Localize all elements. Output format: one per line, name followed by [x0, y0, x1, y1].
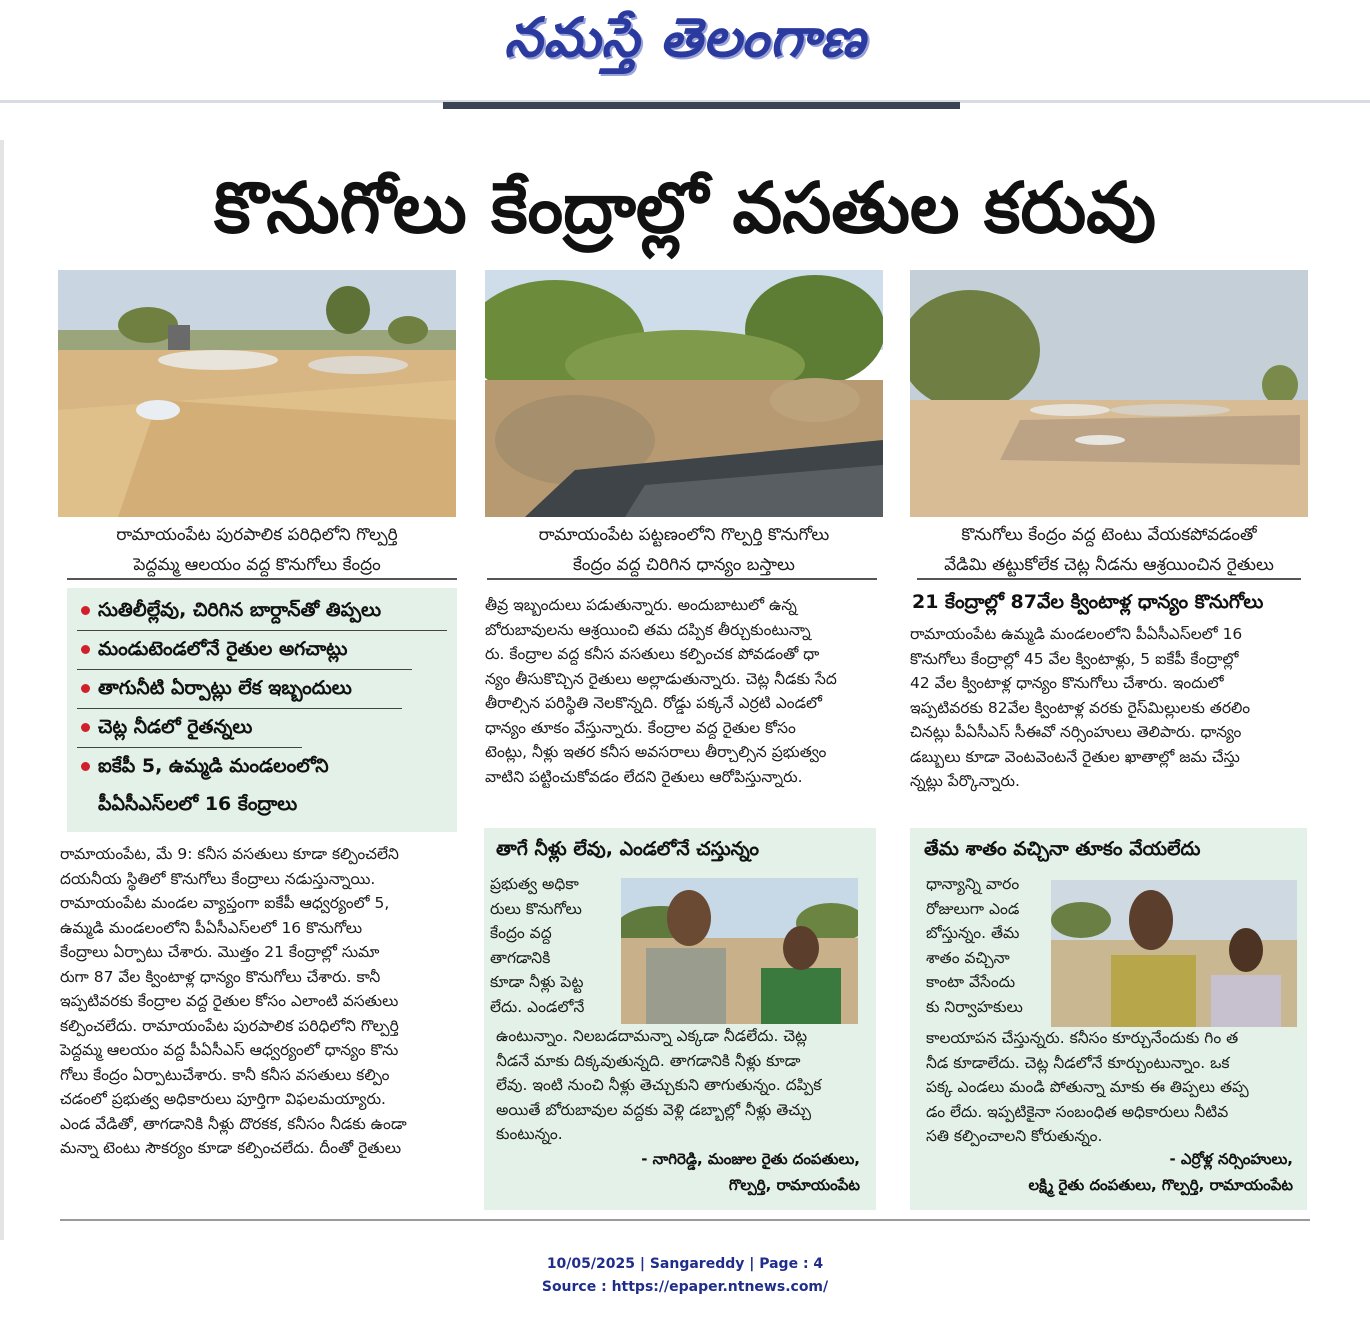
quote-line: ఉంటున్నాం. నిలబడదామన్నా ఎక్కడా నీడలేదు. చెట్ల [496, 1027, 808, 1045]
credit-line: - ఎర్రోళ్ల నర్సింహులు, [1169, 1150, 1293, 1168]
article-line: ధాన్యం తూకం వేస్తున్నారు. కేంద్రాల వద్ద రైతుల కోసం [485, 718, 796, 737]
quote-line: లేదు. ఎండలోనే [490, 997, 585, 1016]
article-line: ఎండ వేడితో, తాగడానికి నీళ్లు దొరకక, కనీసం నీడకు ఉండా [60, 1114, 407, 1133]
article-line: రుగా 87 వేల క్వింటాళ్ల ధాన్యం కొనుగోలు చేశారు. కానీ [60, 967, 381, 986]
article-line: వాటిని పట్టించుకోవడం లేదని రైతులు ఆరోపిస్తున్నారు. [485, 767, 803, 786]
quote-box-text [926, 1026, 1296, 1149]
photo-farmer-couple-2 [1051, 880, 1297, 1027]
quote-line: ధాన్యాన్ని వారం [926, 875, 1020, 893]
caption-line: పెద్దమ్మ ఆలయం వద్ద కొనుగోలు కేంద్రం [133, 555, 381, 575]
article-line: రామాయంపేట మండల వ్యాప్తంగా ఐకేపీ ఆధ్వర్యంలో 5, [60, 894, 390, 912]
quote-line: తాగడానికి [490, 948, 551, 967]
article-line: రామాయంపేట, మే 9: కనీస వసతులు కూడా కల్పించలేని [60, 845, 399, 863]
article-line: ఉమ్మడి మండలంలోని పీఏసీఎస్‌లలో 16 కొనుగోలు [60, 918, 363, 937]
article-line: కొనుగోలు కేంద్రాల్లో 45 వేల క్వింటాళ్లు, 5 ఐకేపీ కేంద్రాల్లో [910, 649, 1239, 668]
photo-open-ground [910, 270, 1308, 517]
quote-line: లేవు. ఇంటి నుంచి నీళ్లు తెచ్చుకుని తాగుతున్నం. దప్పిక [496, 1076, 822, 1094]
bullet-icon [81, 606, 90, 615]
article-line: ఇప్పటివరకు 82వేల క్వింటాళ్ల వరకు రైస్‌మిల్లులకు తరలిం [910, 698, 1251, 717]
highlights-box [67, 588, 457, 832]
quote-line: అయితే బోరుబావుల వద్దకు వెళ్లి డబ్బాల్లో నీళ్లు తెచ్చు [496, 1100, 812, 1119]
footer-date-line: 10/05/2025 | Sangareddy | Page : 4 [546, 1256, 824, 1272]
quote-line: నీడ కూడాలేదు. చెట్ల నీడలోనే కూర్చుంటున్నాం. ఒక [926, 1053, 1230, 1072]
quote-box-narrow-text [926, 872, 1071, 1019]
article-line: న్యం తీసుకొచ్చిన రైతులు అల్లాడుతున్నారు. చెట్ల నీడకు సేద [485, 669, 837, 688]
quote-box-credit [940, 1146, 1293, 1198]
highlight-text: పీఏసీఎస్‌లలో 16 కేంద్రాలు [98, 793, 298, 815]
article-line: రు. కేంద్రాల వద్ద కనీస వసతులు కల్పించక పోవడంతో ధా [485, 645, 820, 663]
quote-line: కు నిర్వాహకులు [926, 997, 1023, 1016]
caption-line: కేంద్రం వద్ద చిరిగిన ధాన్యం బస్తాలు [573, 555, 795, 575]
article-line: గోలు కేంద్రం ఏర్పాటుచేశారు. కానీ కనీస వసతులు కల్పిం [60, 1065, 390, 1084]
highlight-item [81, 631, 347, 667]
article-line: దయనీయ స్థితిలో కొనుగోలు కేంద్రాలు నడుస్తున్నాయి. [60, 869, 376, 888]
quote-line: డం లేదు. ఇప్పటికైనా సంబంధిత అధికారులు నీటివ [926, 1102, 1229, 1121]
caption-line: రామాయంపేట పట్టణంలోని గొల్పర్తి కొనుగోలు [538, 525, 830, 545]
highlight-item [98, 786, 297, 822]
quote-line: రులు కొనుగోలు [490, 899, 582, 918]
article-line: ఇప్పటివరకు కేంద్రాల వద్ద రైతుల కోసం ఎలాంటి వసతులు [60, 992, 399, 1010]
quote-box-title: తాగే నీళ్లు లేవు, ఎండలోనే చస్తున్నం [496, 838, 759, 860]
highlight-item [81, 592, 381, 628]
credit-line: - నాగిరెడ్డి, మంజుల రైతు దంపతులు, [641, 1150, 860, 1168]
newspaper-logo: నమస్తే తెలంగాణ [504, 6, 866, 69]
highlight-text: మండుటెండలోనే రైతుల అగచాట్లు [98, 638, 348, 660]
highlight-item [81, 709, 252, 745]
credit-line: లక్ష్మి రైతు దంపతులు, గొల్పర్తి, రామాయంపేట [1028, 1176, 1293, 1194]
quote-line: కాంటా వేసేందు [926, 973, 1016, 991]
footer-source-line: Source : https://epaper.ntnews.com/ [541, 1279, 829, 1295]
highlight-item [81, 748, 329, 784]
quote-line: నీడనే మాకు దిక్కవుతున్నది. తాగడానికి నీళ్లు కూడా [496, 1051, 801, 1070]
article-line: కల్పించలేదు. రామాయంపేట పురపాలిక పరిధిలోని గొల్పర్తి [60, 1016, 399, 1035]
highlight-text: ఐకేపీ 5, ఉమ్మడి మండలంలోని [98, 755, 329, 777]
article-line: చినట్లు పీఏసీఎస్ సీఈవో నర్సింహులు తెలిపారు. ధాన్యం [910, 723, 1242, 741]
quote-line: రోజులుగా ఎండ [926, 899, 1020, 918]
bottom-rule [60, 1219, 1310, 1221]
photo-caption-1 [58, 520, 456, 580]
photo-torn-bags [485, 270, 883, 517]
quote-box-credit [584, 1146, 860, 1198]
article-line: టెంట్లు, నీళ్లు ఇతర కనీస అవసరాలు తీర్చాల్సిన ప్రభుత్వం [485, 743, 827, 761]
caption-rule [917, 578, 1301, 580]
highlight-item [81, 670, 352, 706]
caption-line: వేడిమి తట్టుకోలేక చెట్ల నీడను ఆశ్రయించిన రైతులు [944, 555, 1274, 575]
highlight-text: చెట్ల నీడలో రైతన్నలు [98, 716, 253, 738]
photo-caption-2 [485, 520, 883, 580]
masthead [0, 0, 1370, 110]
quote-line: కూడా నీళ్లు పెట్ట [490, 973, 584, 991]
bullet-icon [81, 762, 90, 771]
article-column-2 [485, 593, 881, 789]
quote-line: కేంద్రం వద్ద [490, 924, 552, 942]
quote-box-narrow-text [490, 872, 625, 1019]
quote-box-1 [484, 828, 876, 1210]
photo-caption-3 [910, 520, 1308, 580]
article-line: పెద్దమ్మ ఆలయం వద్ద పీఏసీఎస్ ఆధ్వర్యంలో ధాన్యం కొను [60, 1041, 399, 1059]
quote-box-text [496, 1024, 866, 1147]
article-line: మన్నా టెంటు సౌకర్యం కూడా కల్పించలేదు. దీంతో రైతులు [60, 1139, 402, 1157]
article-line: రామాయంపేట ఉమ్మడి మండలంలోని పీఏసీఎస్‌లలో 16 [910, 625, 1243, 643]
quote-line: సతి కల్పించాలని కోరుతున్నం. [926, 1127, 1103, 1145]
article-line: కేంద్రాలు ఏర్పాటు చేశారు. మొత్తం 21 కేంద్రాల్లో సుమా [60, 943, 380, 961]
quote-box-title: తేమ శాతం వచ్చినా తూకం వేయలేదు [924, 838, 1201, 860]
article-line: డబ్బులు కూడా వెంటవెంటనే రైతుల ఖాతాల్లో జమ చేస్తు [910, 747, 1240, 766]
caption-rule [67, 578, 457, 580]
caption-rule [487, 578, 877, 580]
article-column-3 [910, 622, 1308, 794]
credit-line: గొల్పర్తి, రామాయంపేట [728, 1176, 860, 1194]
bullet-icon [81, 684, 90, 693]
caption-line: రామాయంపేట పురపాలిక పరిధిలోని గొల్పర్తి [116, 525, 398, 545]
quote-line: ప్రభుత్వ అధికా [490, 875, 579, 893]
quote-line: కాలయాపన చేస్తున్నరు. కనీసం కూర్చునేందుకు గిం త [926, 1029, 1239, 1047]
column-3-subhead: 21 కేంద్రాల్లో 87వేల క్వింటాళ్ల ధాన్యం కొనుగోలు [912, 591, 1264, 613]
caption-line: కొనుగోలు కేంద్రం వద్ద టెంటు వేయకపోవడంతో [961, 525, 1257, 545]
article-line: బోరుబావులను ఆశ్రయించి తమ దప్పిక తీర్చుకుంటున్నా [485, 620, 811, 639]
quote-line: కుంటున్నం. [496, 1125, 563, 1143]
highlight-text: తాగునీటి ఏర్పాట్లు లేక ఇబ్బందులు [98, 677, 352, 699]
quote-line: శాతం వచ్చినా [926, 948, 1010, 967]
masthead-bar [443, 102, 960, 109]
headline: కొనుగోలు కేంద్రాల్లో వసతుల కరువు [213, 167, 1157, 249]
bullet-icon [81, 645, 90, 654]
page-border [0, 140, 4, 1240]
article-line: తీవ్ర ఇబ్బందులు పడుతున్నారు. అందుబాటులో ఉన్న [485, 596, 797, 614]
quote-box-2 [910, 828, 1307, 1210]
article-line: తీరాల్సిన పరిస్థితి నెలకొన్నది. రోడ్డు పక్కనే ఎర్రటి ఎండలో [485, 694, 822, 712]
article-column-1 [60, 842, 456, 1161]
article-line: చడంలో ప్రభుత్వ అధికారులు పూర్తిగా విఫలమయ్యారు. [60, 1090, 386, 1108]
bullet-icon [81, 723, 90, 732]
quote-line: పక్క ఎండలు మండి పోతున్నా మాకు ఈ తిప్పలు తప్ప [926, 1078, 1249, 1096]
photo-grain-field [58, 270, 456, 517]
article-line: 42 వేల క్వింటాళ్ల ధాన్యం కొనుగోలు చేశారు. ఇందులో [910, 674, 1224, 692]
article-line: న్నట్లు పేర్కొన్నారు. [910, 772, 1020, 790]
highlight-text: సుతిలీల్లేవు, చిరిగిన బార్దాన్‌తో తిప్పలు [98, 599, 382, 621]
photo-farmer-couple-1 [621, 878, 858, 1024]
quote-line: బోస్తున్నం. తేమ [926, 924, 1020, 942]
